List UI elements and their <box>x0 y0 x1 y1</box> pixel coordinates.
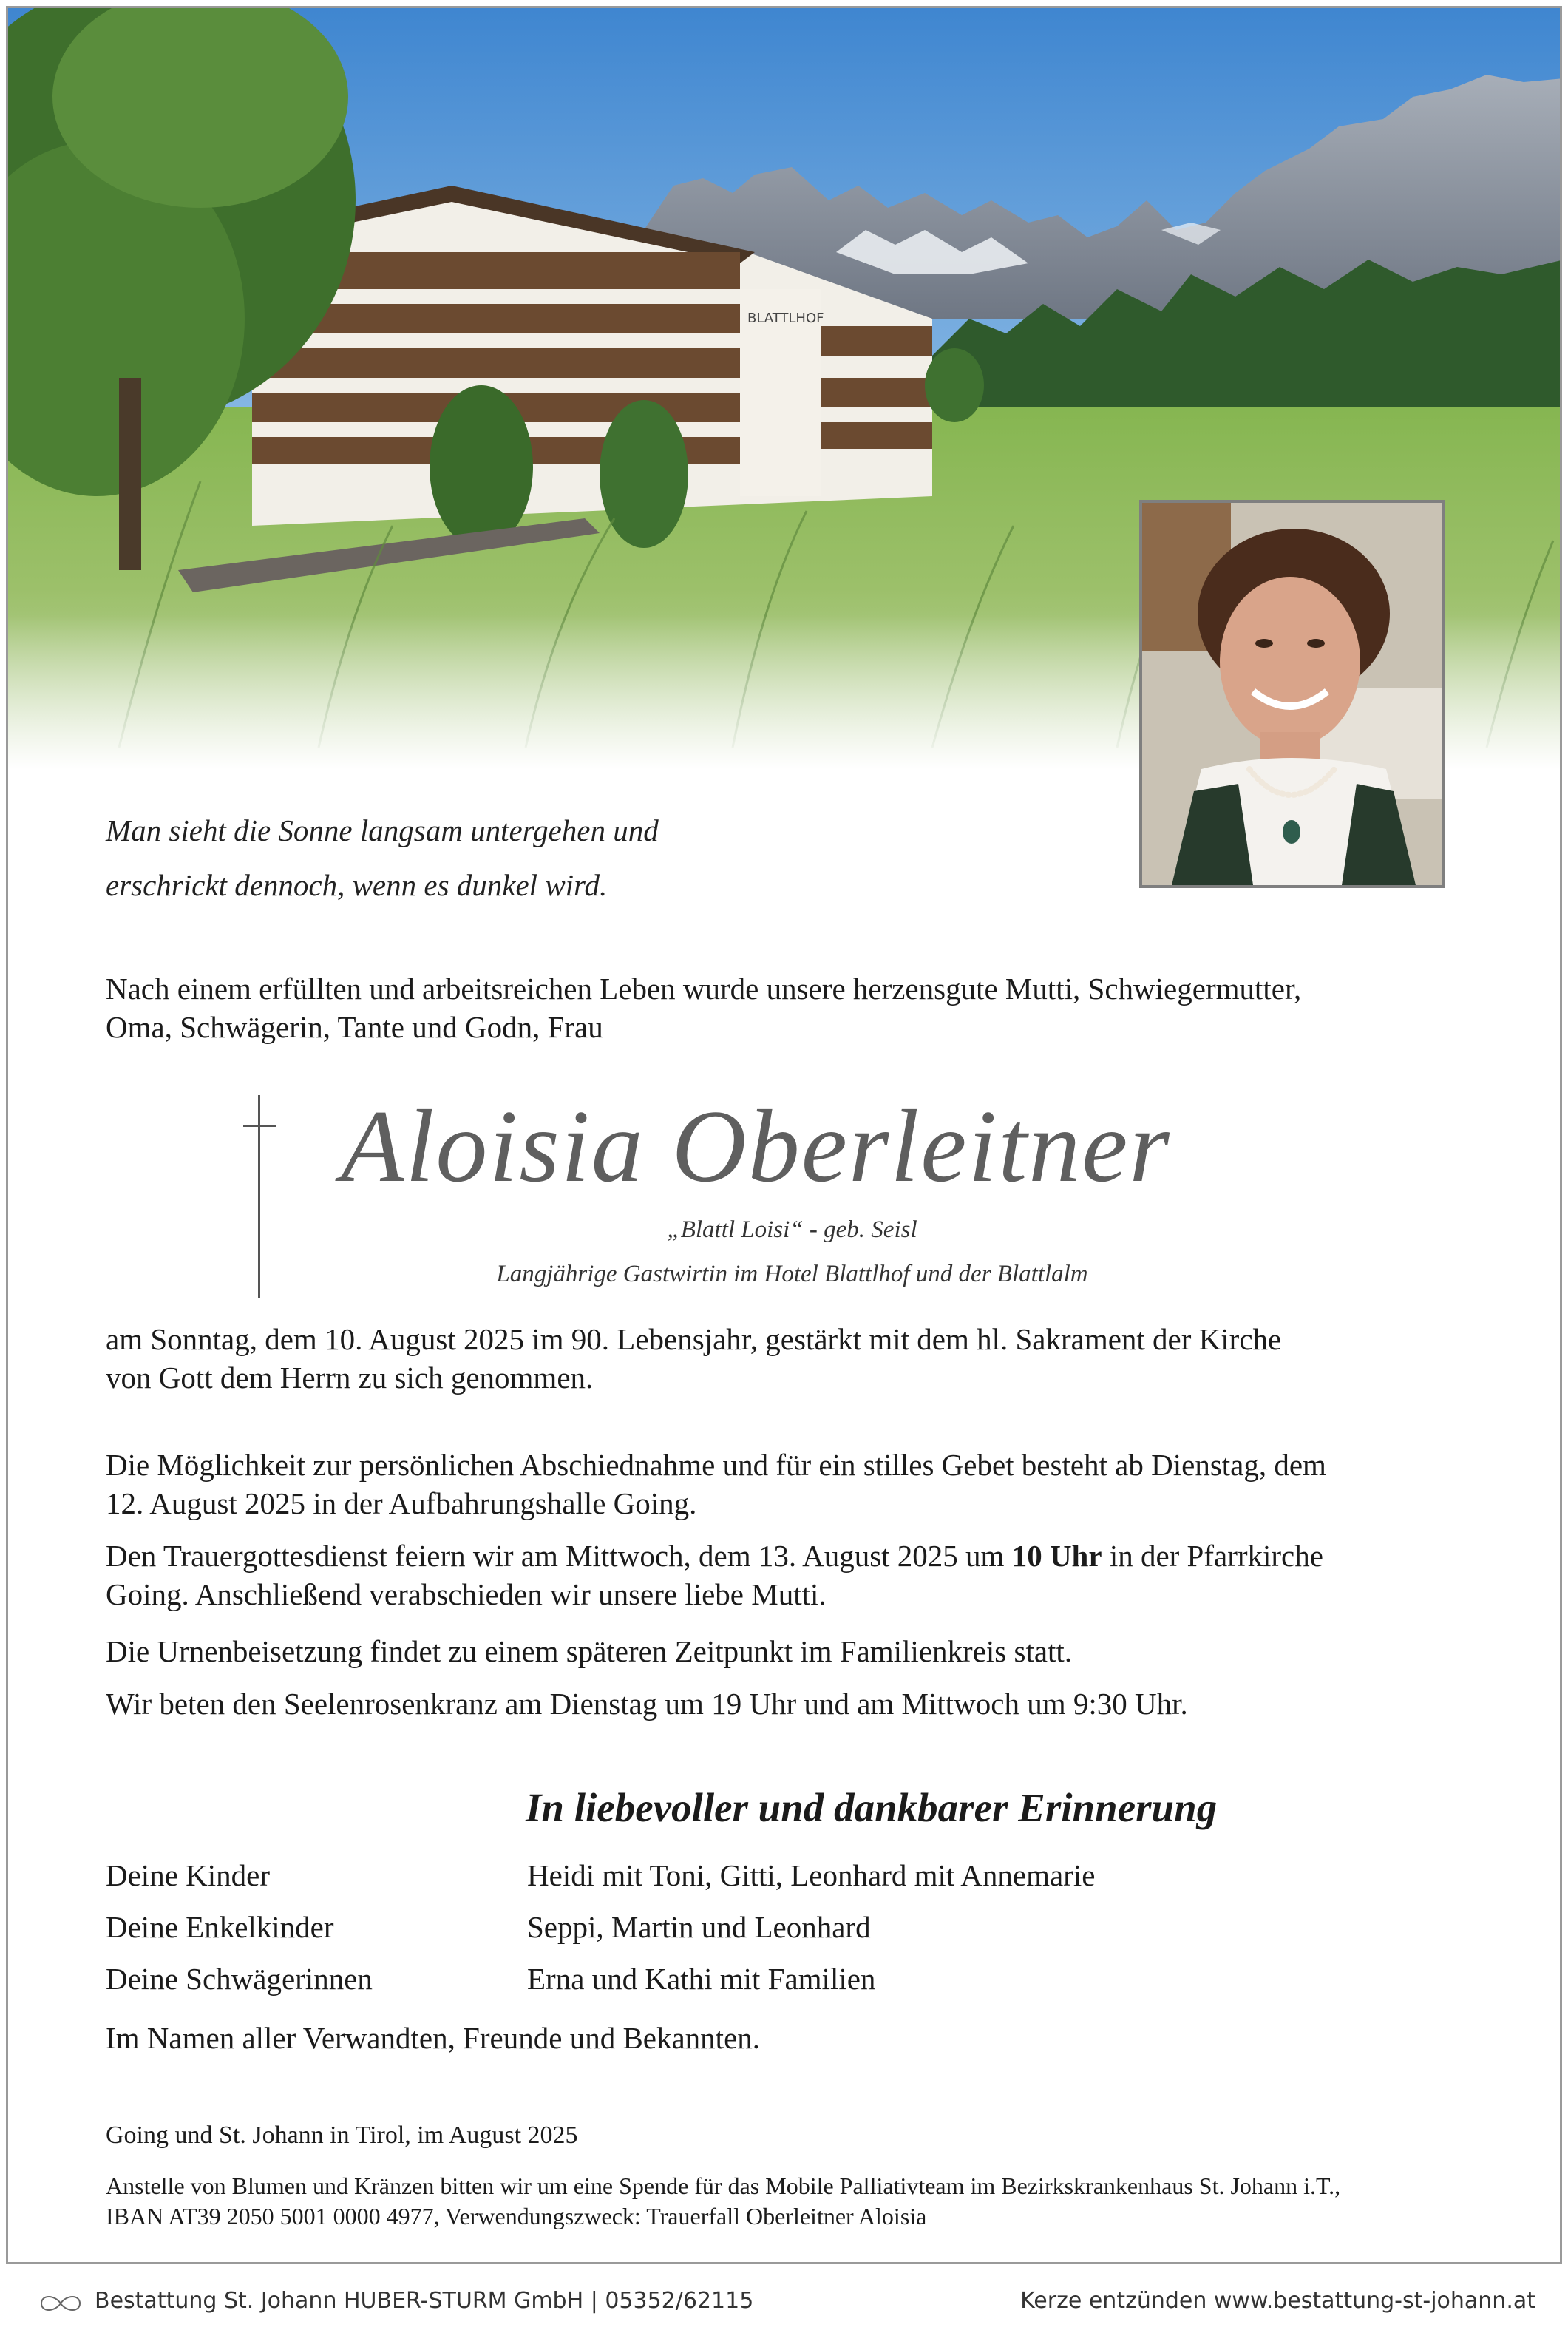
hotel-sign-text: BLATTLHOF <box>747 311 824 326</box>
mass-line-2: Going. Anschließend verabschieden wir unsere liebe Mutti. <box>106 1577 827 1611</box>
family-members: Heidi mit Toni, Gitti, Leonhard mit Annemarie <box>527 1858 1096 1892</box>
family-row <box>106 1953 1496 2005</box>
viewing-line-1: Die Möglichkeit zur persönlichen Abschiednahme und für ein stilles Gebet besteht ab Dienstag, dem <box>106 1448 1326 1482</box>
intro-line-2: Oma, Schwägerin, Tante und Godn, Frau <box>106 1010 603 1044</box>
family-list <box>106 1849 1496 2005</box>
viewing-line-2: 12. August 2025 in der Aufbahrungshalle Going. <box>106 1486 697 1520</box>
infinity-logo-icon <box>35 2292 86 2314</box>
deceased-occupation: Langjährige Gastwirtin im Hotel Blattlhof und der Blattlalm <box>496 1261 1088 1287</box>
intro-line-1: Nach einem erfüllten und arbeitsreichen Leben wurde unsere herzensgute Mutti, Schwiegermutter, <box>106 972 1302 1006</box>
family-role: Deine Kinder <box>106 1858 270 1892</box>
family-role: Deine Enkelkinder <box>106 1910 334 1944</box>
death-notice-paragraph <box>106 1320 1496 1397</box>
funeral-home-contact: Bestattung St. Johann HUBER-STURM GmbH | 05352/62115 <box>95 2288 754 2314</box>
family-row <box>106 1901 1496 1953</box>
quote-line-2: erschrickt dennoch, wenn es dunkel wird. <box>106 868 608 902</box>
donation-request <box>106 2171 1496 2232</box>
funeral-mass-paragraph <box>106 1537 1496 1613</box>
death-notice-line-1: am Sonntag, dem 10. August 2025 im 90. Lebensjahr, gestärkt mit dem hl. Sakrament der Kirche <box>106 1322 1282 1356</box>
family-role: Deine Schwägerinnen <box>106 1962 373 1996</box>
donation-line-2: IBAN AT39 2050 5001 0000 4977, Verwendungszweck: Trauerfall Oberleitner Aloisia <box>106 2203 927 2229</box>
death-notice-line-2: von Gott dem Herrn zu sich genommen. <box>106 1361 594 1395</box>
footer <box>0 2285 1568 2322</box>
mass-time: 10 Uhr <box>1011 1539 1102 1573</box>
intro-paragraph <box>106 969 1496 1046</box>
deceased-nickname <box>8 1213 1562 1246</box>
donation-line-1: Anstelle von Blumen und Kränzen bitten wir um eine Spende für das Mobile Palliativteam im Bezirkskrankenhaus St. Johann i.T., <box>106 2172 1341 2199</box>
on-behalf-text: Im Namen aller Verwandten, Freunde und Bekannten. <box>106 2021 761 2055</box>
deceased-name: Aloisia Oberleitner <box>341 1089 1171 1204</box>
viewing-paragraph <box>106 1446 1496 1523</box>
memorial-quote <box>106 803 1067 912</box>
urn-burial-text: Die Urnenbeisetzung findet zu einem späteren Zeitpunkt im Familienkreis statt. <box>106 1634 1073 1668</box>
mass-line-1-end: in der Pfarrkirche <box>1102 1539 1323 1573</box>
mass-line-1-start: Den Trauergottesdienst feiern wir am Mittwoch, dem 13. August 2025 um <box>106 1539 1012 1573</box>
candle-website-link[interactable]: Kerze entzünden www.bestattung-st-johann.at <box>1020 2288 1535 2314</box>
family-row <box>106 1849 1496 1901</box>
obituary-card <box>6 6 1562 2264</box>
place-date-text: Going und St. Johann in Tirol, im August 2025 <box>106 2121 578 2149</box>
rosary-text: Wir beten den Seelenrosenkranz am Dienstag um 19 Uhr und am Mittwoch um 9:30 Uhr. <box>106 1687 1188 1721</box>
remembrance-heading: In liebevoller und dankbarer Erinnerung <box>526 1785 1218 1830</box>
portrait-photo <box>1139 500 1445 888</box>
family-members: Erna und Kathi mit Familien <box>527 1962 876 1996</box>
mass-line-1 <box>106 1537 1496 1575</box>
quote-line-1: Man sieht die Sonne langsam untergehen und <box>106 813 659 847</box>
family-members: Seppi, Martin und Leonhard <box>527 1910 871 1944</box>
nickname-text: „Blattl Loisi“ - geb. Seisl <box>667 1216 917 1243</box>
